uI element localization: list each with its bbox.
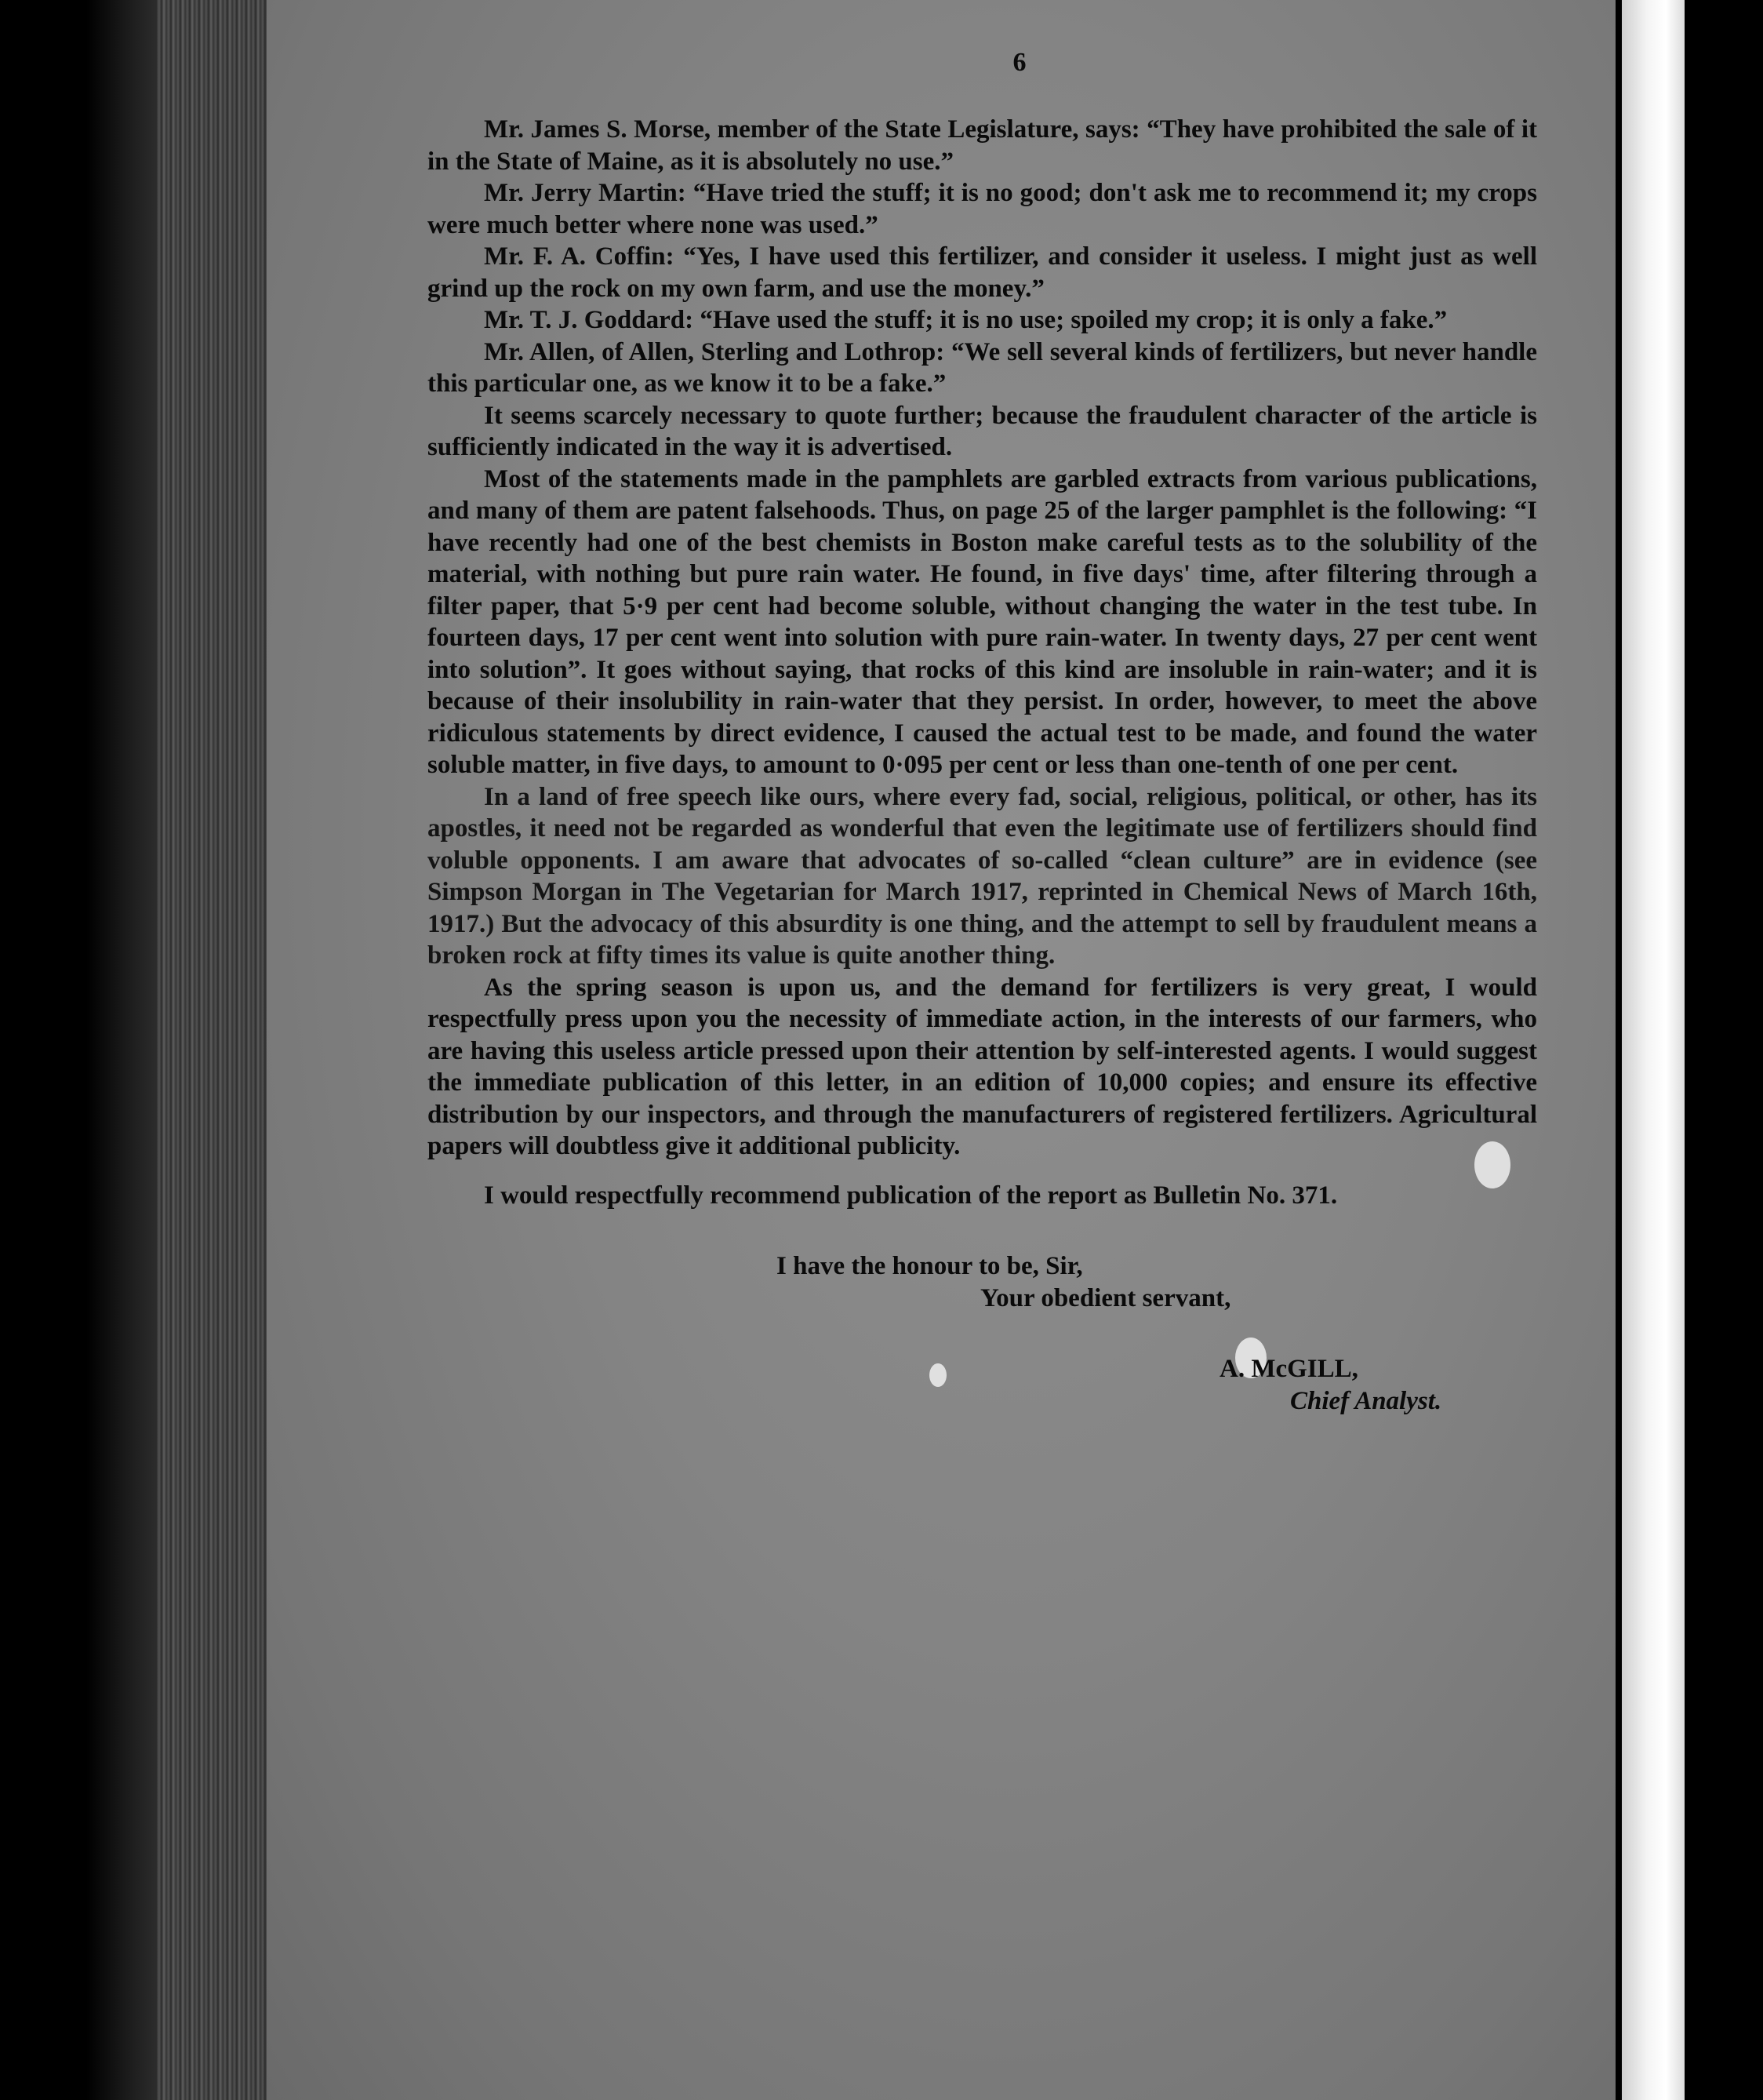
paragraph-martin: Mr. Jerry Martin: “Have tried the stuff; it is no good; don't ask me to recommend it; my crops were much better where none was used.” (427, 179, 1537, 239)
paragraph-allen: Mr. Allen, of Allen, Sterling and Lothrop: “We sell several kinds of fertilizers, but never handle this particular one, as we know it to be a fake.” (427, 337, 1537, 398)
closing-servant: Your obedient servant, (980, 1283, 1231, 1312)
closing-salutation: I have the honour to be, Sir, (776, 1252, 1083, 1280)
paragraph-spring-season: As the spring season is upon us, and the demand for fertilizers is very great, I would respectfully press upon you the necessity of immediate action, in the interests of our farmers, who are having this useless article pressed upon their attention by self-interested agents. I would suggest the immediate publication of this letter, in an edition of 10,000 copies; and ensure its effective distribution by our inspectors, and through the manufacturers of registered fertilizers. Agricultural papers will doubtless give it additional publicity. (427, 973, 1537, 1160)
right-page-margin (1622, 0, 1685, 2100)
paragraph-fraudulent-character: It seems scarcely necessary to quote further; because the fraudulent character of the article is sufficiently indicated in the way it is advertised. (427, 401, 1537, 461)
paragraph-morse: Mr. James S. Morse, member of the State Legislature, says: “They have prohibited the sale of it in the State of Maine, as it is absolutely no use.” (427, 115, 1537, 176)
right-scan-border (1685, 0, 1763, 2100)
paragraph-goddard: Mr. T. J. Goddard: “Have used the stuff; it is no use; spoiled my crop; it is only a fake.” (484, 306, 1448, 334)
signature-name: A. McGILL, (1220, 1355, 1358, 1383)
paragraph-coffin: Mr. F. A. Coffin: “Yes, I have used this fertilizer, and consider it useless. I might just as well grind up the rock on my own farm, and use the money.” (427, 242, 1537, 303)
document-body (427, 47, 1537, 1417)
signature-title: Chief Analyst. (1290, 1386, 1442, 1415)
paragraph-free-speech: In a land of free speech like ours, where every fad, social, religious, political, or other, has its apostles, it need not be regarded as wonderful that even the legitimate use of fertilizers should find voluble opponents. I am aware that advocates of so-called “clean culture” are in evidence (see Simpson Morgan in The Vegetarian for March 1917, reprinted in Chemical News of March 16th, 1917.) But the advocacy of this absurdity is one thing, and the attempt to sell by fraudulent means a broken rock at fifty times its value is quite another thing. (427, 782, 1537, 970)
left-scan-border (0, 0, 157, 2100)
page-binding-edge (157, 0, 282, 2100)
page-number: 6 (1012, 48, 1027, 77)
paragraph-pamphlet-statements: Most of the statements made in the pamphlets are garbled extracts from various publications, and many of them are patent falsehoods. Thus, on page 25 of the larger pamphlet is the following: “I have recently had one of the best chemists in Boston make careful tests as to the solubility of the material, with nothing but pure rain water. He found, in five days' time, after filtering through a filter paper, that 5·9 per cent had become soluble, without changing the water in the test tube. In fourteen days, 17 per cent went into solution with pure rain-water. In twenty days, 27 per cent went into solution”. It goes without saying, that rocks of this kind are insoluble in rain-water; and it is because of their insolubility in rain-water that they persist. In order, however, to meet the above ridiculous statements by direct evidence, I caused the actual test to be made, and found the water soluble matter, in five days, to amount to 0·095 per cent or less than one-tenth of one per cent. (427, 464, 1537, 779)
recommendation-line: I would respectfully recommend publication of the report as Bulletin No. 371. (484, 1181, 1338, 1210)
